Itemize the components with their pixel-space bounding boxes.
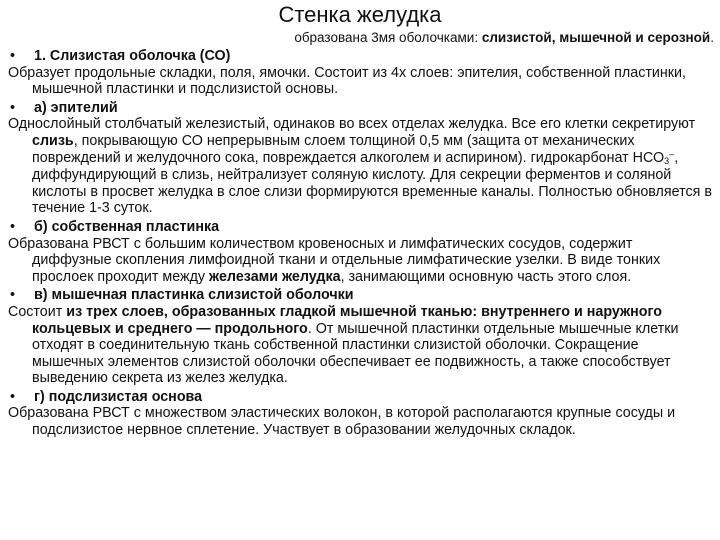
bullet-dot: • [10, 388, 16, 405]
epithelium-subscript: 3 [664, 155, 670, 166]
subtitle-prefix: образована 3мя оболочками: [294, 30, 482, 45]
paragraph-submucosa: Образована РВСТ с множеством эластических волокон, в которой располагаются крупные сосуды и подслизистое нервное сплетение. Участвует в образовании желудочных складок. [8, 405, 676, 439]
heading-muscularis-mucosae: в) мышечная пластинка слизистой оболочки [34, 287, 354, 304]
slide-title: Стенка желудка [278, 2, 442, 27]
paragraph-muscularis-mucosae [8, 304, 712, 387]
bullet-heading-mucosa [8, 48, 712, 65]
paragraph-mucosa: Образует продольные складки, поля, ямочки. Состоит из 4х слоев: эпителия, собственной пластинки, мышечной пластинки и подслизистой основы. [8, 64, 687, 98]
subtitle-bold: слизистой, мышечной и серозной [481, 30, 711, 45]
epithelium-superscript: – [669, 148, 675, 159]
epithelium-text-1: Однослойный столбчатый железистый, одинаков во всех отделах желудка. Все его клетки секретируют [8, 116, 696, 133]
bullet-heading-epithelium [8, 100, 712, 117]
muscularis-bold-1: из трех слоев, образованных гладкой мышечной тканью: внутреннего и наружного кольцевых и среднего — продольного [32, 303, 663, 337]
bullet-heading-muscularis-mucosae [8, 287, 712, 304]
heading-epithelium: а) эпителий [34, 99, 118, 116]
paragraph-lamina-propria [8, 236, 712, 286]
muscularis-text-1: Состоит [8, 303, 67, 320]
bullet-dot: • [10, 218, 16, 235]
slide-content [8, 46, 712, 439]
bullet-dot: • [10, 287, 16, 304]
bullet-dot: • [10, 99, 16, 116]
bullet-dot: • [10, 48, 16, 64]
subtitle-suffix: . [710, 30, 714, 45]
lamina-text-2: , занимающими основную часть этого слоя. [340, 268, 632, 285]
lamina-text-1: Образована РВСТ с большим количеством кровеносных и лимфатических сосудов, содержит диффузные скопления лимфоидной ткани и отдельные лимфатические узелки. В виде тонких прослоек проходит между [8, 235, 661, 285]
epithelium-text-3: , диффундирующий в слизь, нейтрализует соляную кислоту. Для секреции ферментов и соляной кислоты в просвет желудка в слое слизи формируются временные каналы. Полностью обновляется в течение 1-3 суток. [32, 149, 712, 217]
muscularis-text-2: . От мышечной пластинки отдельные мышечные клетки отходят в соединительную ткань собственной пластинки слизистой оболочки. Сокращение мышечных элементов слизистой оболочки обеспечивает ее подвижность, а также способствует выведению секрета из желез желудка. [32, 320, 679, 387]
bullet-heading-lamina-propria [8, 219, 712, 236]
paragraph-epithelium [8, 116, 712, 217]
bullet-heading-submucosa [8, 389, 712, 406]
slide-subtitle [294, 30, 714, 46]
epithelium-text-2: , покрывающую СО непрерывным слоем толщиной 0,5 мм (защита от механических повреждений и желудочного сока, повреждается алкоголем и аспирином). гидрокарбонат НСО [32, 132, 665, 166]
epithelium-bold-1: слизь [32, 132, 74, 149]
heading-submucosa: г) подслизистая основа [34, 388, 203, 405]
lamina-bold-1: железами желудка [209, 268, 341, 285]
heading-lamina-propria: б) собственная пластинка [34, 218, 220, 235]
heading-mucosa: 1. Слизистая оболочка (СО) [34, 48, 231, 64]
